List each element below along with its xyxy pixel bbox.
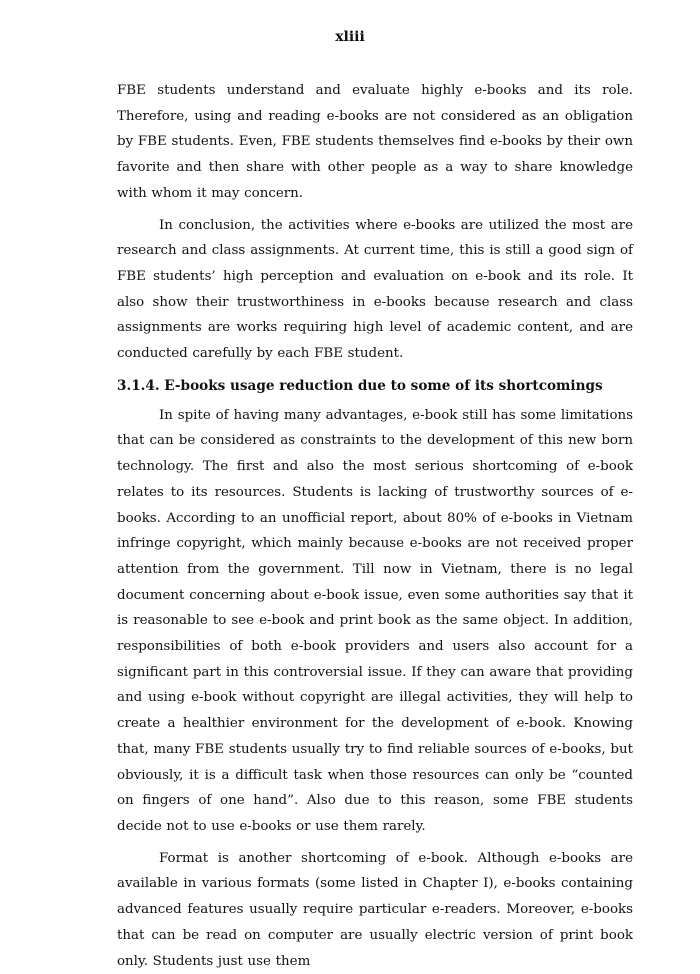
paragraph-1: FBE students understand and evaluate highly e-books and its role. Therefore, using and reading e-books are not considered as an obligation by FBE students. Even, FBE students themselves find e-books by their own favorite and then share with other people as a way to share knowledge with whom it may concern. <box>117 83 633 201</box>
text-body <box>117 78 633 974</box>
paragraph-3: In spite of having many advantages, e-book still has some limitations that can be considered as constraints to the development of this new born technology. The first and also the most serious shortcoming of e-book relates to its resources. Students is lacking of trustworthy sources of e-books. According to an unofficial report, about 80% of e-books in Vietnam infringe copyright, which mainly because e-books are not received proper attention from the government. Till now in Vietnam, there is no legal document concerning about e-book issue, even some authorities say that it is reasonable to see e-book and print book as the same object. In addition, responsibilities of both e-book providers and users also account for a significant part in this controversial issue. If they can aware that providing and using e-book without copyright are illegal activities, they will help to create a healthier environment for the development of e-book. Knowing that, many FBE students usually try to find reliable sources of e-books, but obviously, it is a difficult task when those resources can only be “counted on fingers of one hand”. Also due to this reason, some FBE students decide not to use e-books or use them rarely. <box>117 407 633 834</box>
page-number: xliii <box>335 29 365 45</box>
paragraph-2: In conclusion, the activities where e-books are utilized the most are research and class assignments. At current time, this is still a good sign of FBE students’ high perception and evaluation on e-book and its role. It also show their trustworthiness in e-books because research and class assignments are works requiring high level of academic content, and are conducted carefully by each FBE student. <box>117 217 633 362</box>
section-heading: 3.1.4. E-books usage reduction due to some of its shortcomings <box>117 377 603 394</box>
paragraph-4: Format is another shortcoming of e-book. Although e-books are available in various formats (some listed in Chapter I), e-books containing advanced features usually require particular e-readers. Moreover, e-books that can be read on computer are usually electric version of print book only. Students just use them <box>117 850 633 969</box>
